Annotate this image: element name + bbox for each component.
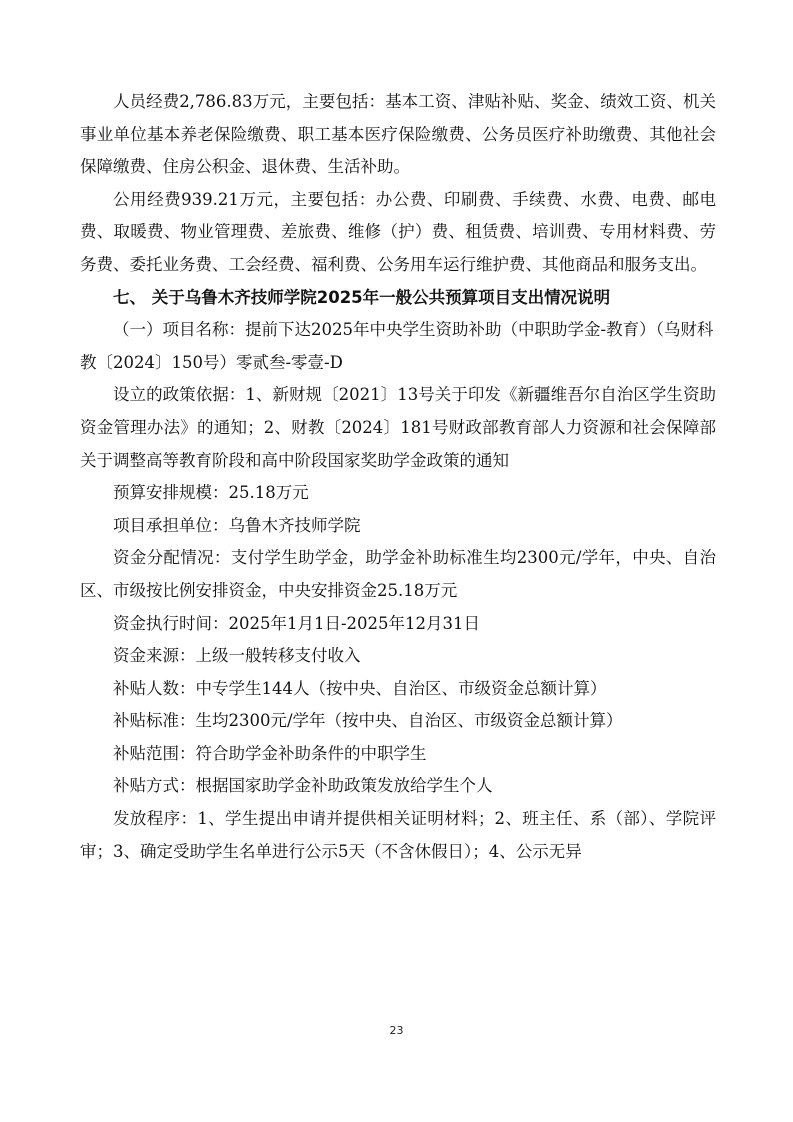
subsidy-standard: 补贴标准：生均2300元/学年（按中央、自治区、市级资金总额计算）: [113, 711, 623, 731]
fund-allocation: 资金分配情况：支付学生助学金，助学金补助标准生均2300元/学年，中央、自治区、市级按比例安排资金，中央安排资金25.18万元: [80, 548, 716, 600]
subsidy-scope: 补贴范围：符合助学金补助条件的中职学生: [113, 743, 427, 763]
distribution-procedure: 发放程序：1、学生提出申请并提供相关证明材料；2、班主任、系（部）、学院评审；3、确定受助学生名单进行公示5天（不含休假日）；4、公示无异: [80, 809, 716, 861]
section-heading: 七、 关于乌鲁木齐技师学院2025年一般公共预算项目支出情况说明: [113, 287, 611, 307]
fund-source: 资金来源：上级一般转移支付收入: [113, 646, 361, 666]
page-number: 23: [389, 1024, 404, 1037]
policy-basis: 设立的政策依据：1、新财规〔2021〕13号关于印发《新疆维吾尔自治区学生资助资金管理办法》的通知；2、财教〔2024〕181号财政部教育部人力资源和社会保障部关于调整高等教育阶段和高中阶段国家奖助学金政策的通知: [80, 385, 716, 470]
public-expense-paragraph: 公用经费939.21万元，主要包括：办公费、印刷费、手续费、水费、电费、邮电费、取暖费、物业管理费、差旅费、维修（护）费、租赁费、培训费、专用材料费、劳务费、委托业务费、工会经费、福利费、公务用车运行维护费、其他商品和服务支出。: [80, 189, 716, 274]
execution-time: 资金执行时间：2025年1月1日-2025年12月31日: [113, 613, 481, 633]
project-unit: 项目承担单位：乌鲁木齐技师学院: [113, 515, 361, 535]
project-name: （一）项目名称：提前下达2025年中央学生资助补助（中职助学金-教育）（乌财科教〔2024〕150号）零贰叁-零壹-D: [80, 320, 714, 372]
personnel-expense-paragraph: 人员经费2,786.83万元，主要包括：基本工资、津贴补贴、奖金、绩效工资、机关事业单位基本养老保险缴费、职工基本医疗保险缴费、公务员医疗补助缴费、其他社会保障缴费、住房公积金、退休费、生活补助。: [80, 92, 716, 177]
body-text: [80, 86, 716, 868]
subsidy-count: 补贴人数：中专学生144人（按中央、自治区、市级资金总额计算）: [113, 678, 607, 698]
budget-scale: 预算安排规模：25.18万元: [113, 483, 309, 503]
subsidy-method: 补贴方式：根据国家助学金补助政策发放给学生个人: [113, 776, 493, 796]
